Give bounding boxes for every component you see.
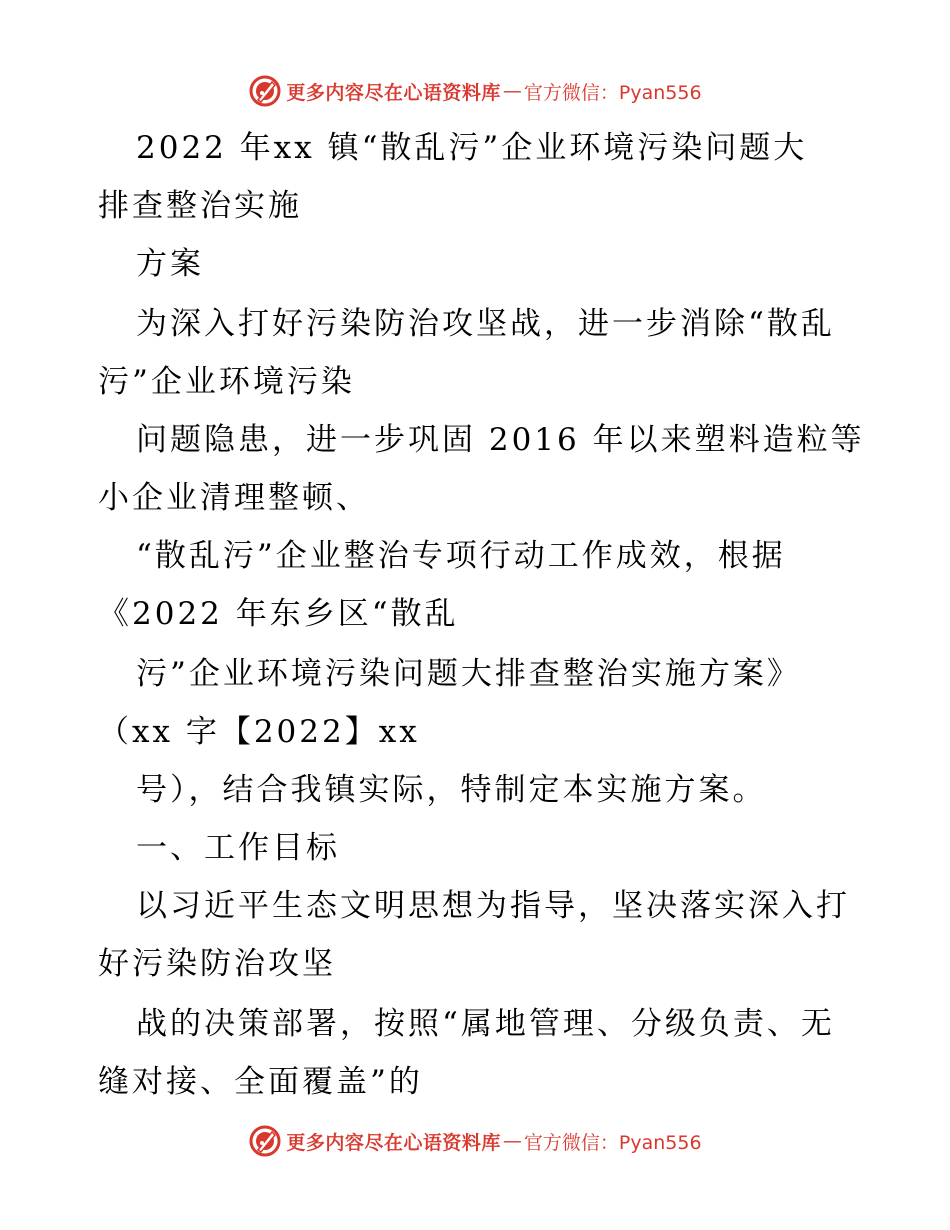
watermark-account: 官方微信：Pyan556 xyxy=(523,81,702,104)
paragraph-line: “散乱污”企业整治专项行动工作成效，根据 xyxy=(136,538,786,574)
paragraph-line: 好污染防治攻坚 xyxy=(98,946,336,982)
paragraph-line: 以习近平生态文明思想为指导，坚决落实深入打 xyxy=(136,888,850,924)
watermark-footer xyxy=(0,1124,950,1158)
watermark-dash: — xyxy=(502,80,522,102)
paragraph-line: 问题隐患，进一步巩固 2016 年以来塑料造粒等 xyxy=(136,422,865,458)
paragraph-line: 小企业清理整顿、 xyxy=(98,480,370,516)
title-line-1: 2022 年xx 镇“散乱污”企业环境污染问题大 xyxy=(136,130,808,166)
paragraph-line: 污”企业环境污染问题大排查整治实施方案》 xyxy=(136,656,801,692)
watermark-text: 更多内容尽在心语资料库 xyxy=(286,81,501,104)
paragraph-line: 《2022 年东乡区“散乱 xyxy=(98,596,459,632)
section-heading: 一、工作目标 xyxy=(136,830,340,866)
paragraph-line: 为深入打好污染防治攻坚战，进一步消除“散乱 xyxy=(136,306,835,342)
watermark-text: 更多内容尽在心语资料库 xyxy=(286,1131,501,1154)
pen-logo-icon xyxy=(248,1124,282,1158)
paragraph-line: 缝对接、全面覆盖”的 xyxy=(98,1064,423,1100)
watermark-dash: — xyxy=(502,1130,522,1152)
paragraph-line: 号），结合我镇实际，特制定本实施方案。 xyxy=(136,772,767,808)
title-line-2: 排查整治实施 xyxy=(98,188,302,224)
title-line-3: 方案 xyxy=(136,246,204,282)
watermark-account: 官方微信：Pyan556 xyxy=(523,1131,702,1154)
paragraph-line: 污”企业环境污染 xyxy=(98,364,355,400)
paragraph-line: 战的决策部署，按照“属地管理、分级负责、无 xyxy=(136,1006,835,1042)
paragraph-line: （xx 字【2022】xx xyxy=(98,714,420,750)
